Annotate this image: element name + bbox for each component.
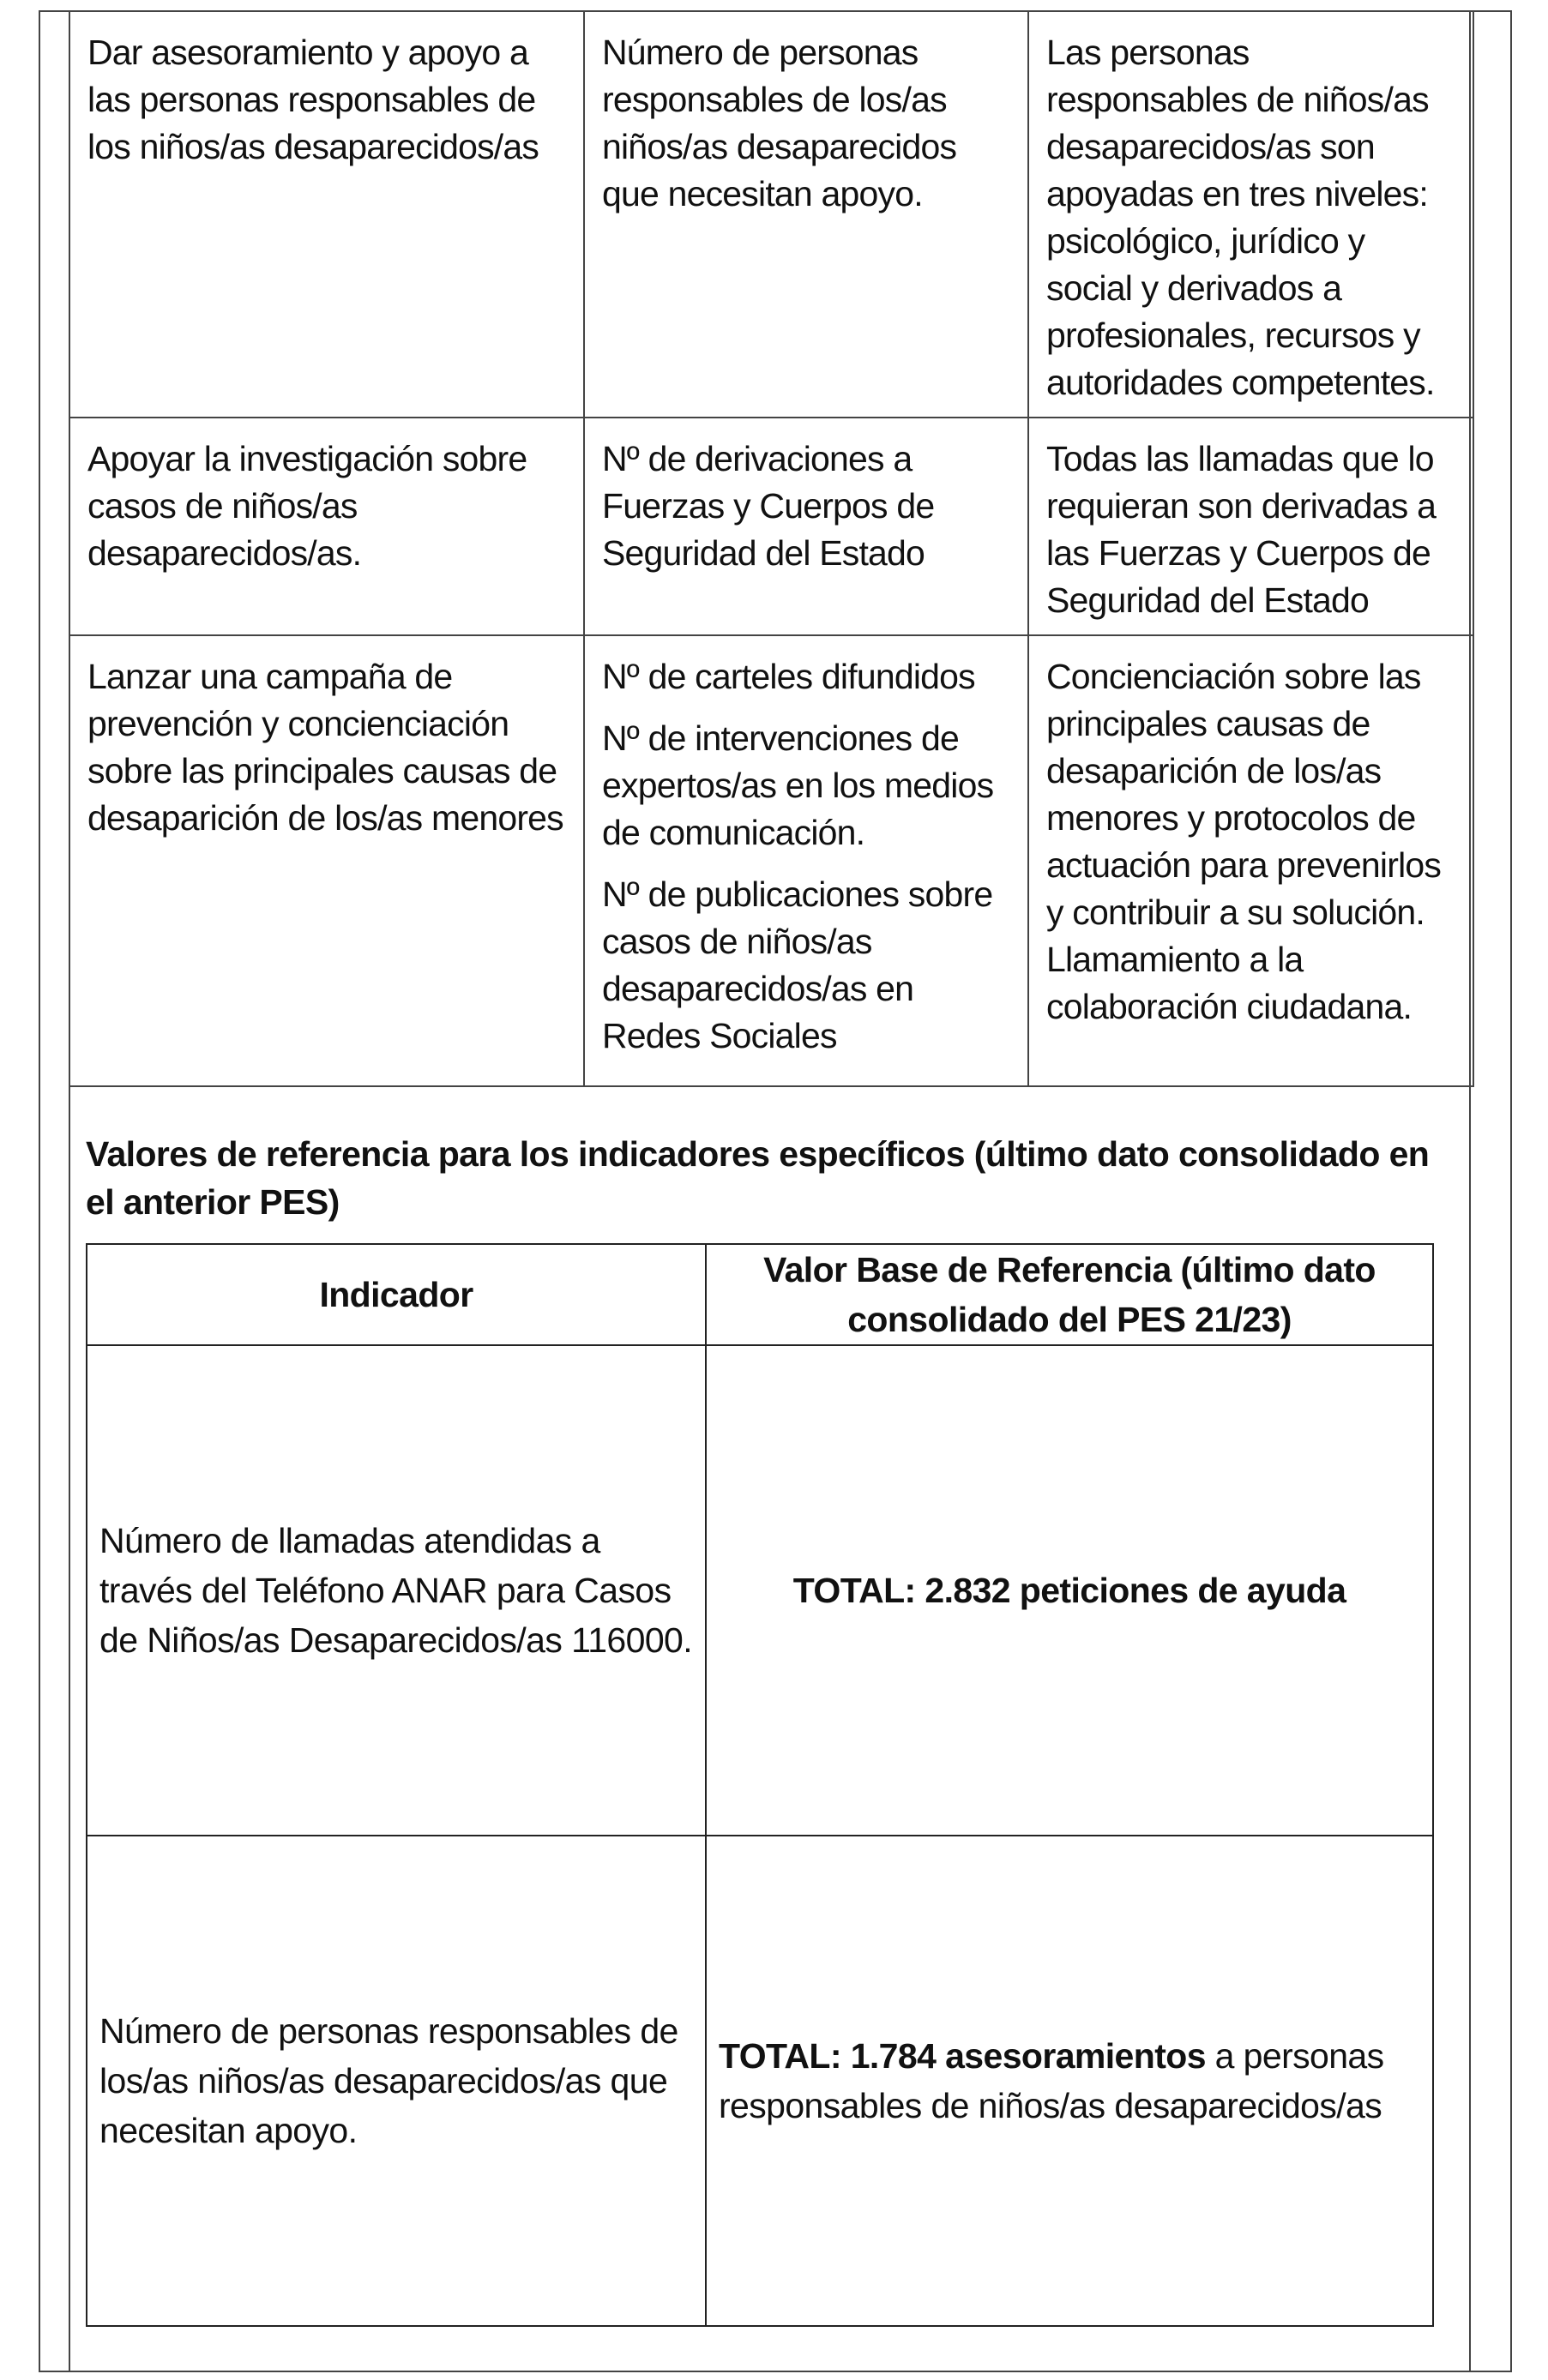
value-cell bbox=[706, 1345, 1433, 1836]
value-total: TOTAL: 1.784 asesoramientos bbox=[719, 2036, 1206, 2076]
table-row bbox=[87, 1836, 1433, 2326]
header-indicator: Indicador bbox=[87, 1244, 706, 1345]
objective-cell: Apoyar la investigación sobre casos de niños/as desaparecidos/as. bbox=[69, 418, 584, 635]
indicator-cell: Número de personas responsables de los/as niños/as desaparecidos que necesitan apoyo. bbox=[584, 11, 1028, 418]
reference-section-title: Valores de referencia para los indicadores específicos (último dato consolidado en el anterior PES) bbox=[86, 1134, 1430, 1222]
objective-cell: Lanzar una campaña de prevención y concienciación sobre las principales causas de desaparición de los/as menores bbox=[69, 635, 584, 1086]
reference-values-table bbox=[86, 1243, 1434, 2327]
table-row bbox=[69, 418, 1473, 635]
table-row bbox=[69, 11, 1473, 418]
result-cell: Concienciación sobre las principales causas de desaparición de los/as menores y protocolos de actuación para prevenirlos y contribuir a su solución. Llamamiento a la colaboración ciudadana. bbox=[1028, 635, 1473, 1086]
result-cell: Todas las llamadas que lo requieran son derivadas a las Fuerzas y Cuerpos de Seguridad del Estado bbox=[1028, 418, 1473, 635]
result-cell: Las personas responsables de niños/as desaparecidos/as son apoyadas en tres niveles: psicológico, jurídico y social y derivados a profesionales, recursos y autoridades competentes. bbox=[1028, 11, 1473, 418]
table-row bbox=[87, 1345, 1433, 1836]
header-base-value: Valor Base de Referencia (último dato consolidado del PES 21/23) bbox=[706, 1244, 1433, 1345]
table-row bbox=[69, 635, 1473, 1086]
objective-cell: Dar asesoramiento y apoyo a las personas responsables de los niños/as desaparecidos/as bbox=[69, 11, 584, 418]
indicator-cell: Nº de derivaciones a Fuerzas y Cuerpos de Seguridad del Estado bbox=[584, 418, 1028, 635]
objectives-table bbox=[69, 10, 1474, 1087]
indicator-cell: Número de llamadas atendidas a través del Teléfono ANAR para Casos de Niños/as Desaparecidos/as 116000. bbox=[87, 1345, 706, 1836]
value-detail: a personas responsables de niños/as desaparecidos/as bbox=[719, 2036, 1384, 2125]
table-header-row bbox=[87, 1244, 1433, 1345]
value-total: TOTAL: 2.832 peticiones de ayuda bbox=[792, 1571, 1346, 1610]
indicator-cell: Número de personas responsables de los/as niños/as desaparecidos/as que necesitan apoyo. bbox=[87, 1836, 706, 2326]
indicator-cell: Nº de carteles difundidos Nº de intervenciones de expertos/as en los medios de comunicación. Nº de publicaciones sobre casos de niños/as desaparecidos/as en Redes Sociales bbox=[584, 635, 1028, 1086]
value-cell bbox=[706, 1836, 1433, 2326]
